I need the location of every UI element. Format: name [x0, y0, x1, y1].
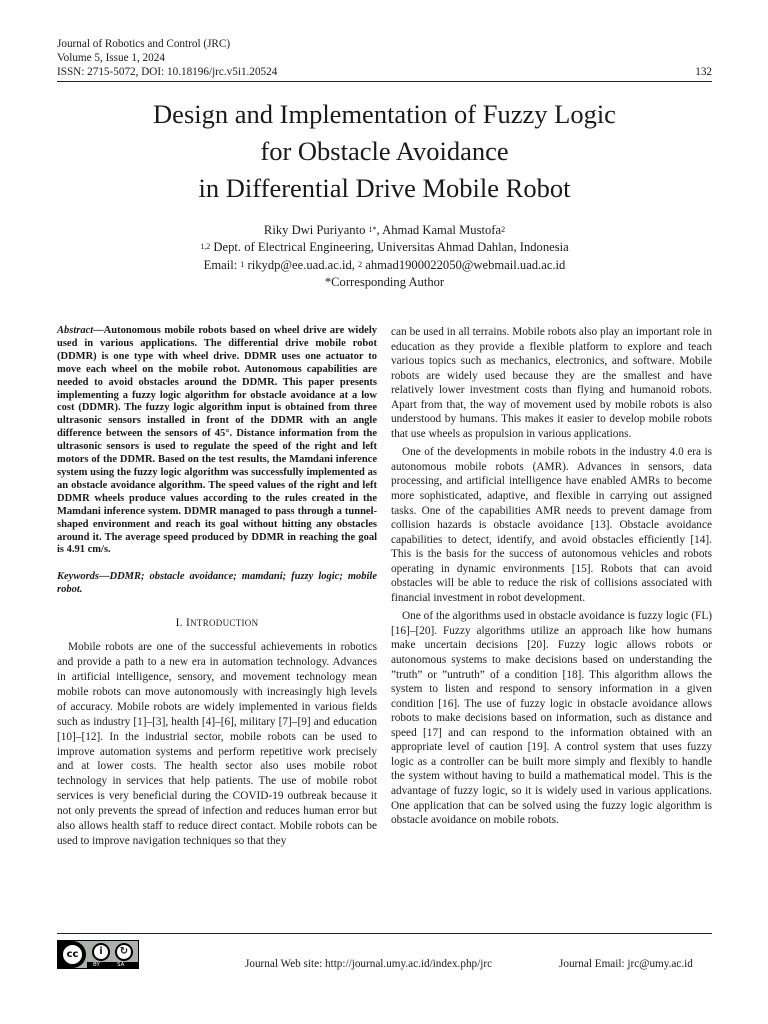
email-line — [57, 257, 712, 274]
right-column — [391, 325, 712, 832]
page-number: 132 — [695, 66, 712, 78]
running-header — [57, 37, 712, 80]
email-2-sup: 2 — [358, 259, 363, 269]
abstract-lead: Abstract — [57, 325, 94, 336]
title-line-1: Design and Implementation of Fuzzy Logic — [153, 99, 616, 129]
section-numeral: I. — [175, 617, 186, 630]
affiliation-line — [57, 239, 712, 256]
cc-by-sa-license-badge[interactable] — [57, 940, 139, 969]
corresponding-author-note: *Corresponding Author — [324, 275, 445, 290]
email-label: Email: — [203, 257, 241, 272]
title-line-2: for Obstacle Avoidance — [260, 136, 509, 166]
journal-issn-doi: ISSN: 2715-5072, DOI: 10.18196/jrc.v5i1.20524 — [57, 66, 278, 79]
body-paragraph-fuzzy-logic: One of the algorithms used in obstacle avoidance is fuzzy logic (FL) [16]–[20]. Fuzzy algorithms utilize an approach like how humans make uncertain decisions [20]. Fuzzy logic allows robots or autonomous systems to make decisions based on understanding the ”truth” or ”untruth” of a condition [18]. This algorithm allows the system to listen and respond to sensory information in a given condition [16]. The use of fuzzy logic in obstacle avoidance allows robots to make decisions based on information, such as distance and speed [17] and can respond to the information obtained with an appropriate level of caution [19]. A control system that uses fuzzy logic as a controller can be built more simply and flexibly to handle the system without having to build a mathematical model. This is the advantage of fuzzy logic, so it is widely used in various applications. One application that can be solved using the fuzzy logic algorithm is obstacle avoidance on mobile robots. — [391, 610, 712, 827]
email-1-sup: 1 — [240, 259, 245, 269]
title-line-3: in Differential Drive Mobile Robot — [198, 173, 571, 203]
footer-divider — [57, 933, 712, 934]
creative-commons-icon: cc — [61, 943, 84, 966]
abstract-text: —Autonomous mobile robots based on wheel drive are widely used in various applications. The differential drive mobile robot (DDMR) is one type with wheel drive. DDMR uses one actuator to move each wheel on the mobile robot. Autonomous capabilities are needed to avoid obstacles around the DDMR. This paper presents implementing a fuzzy logic algorithm for obstacle avoidance at a low cost (DDMR). The fuzzy logic algorithm input is obtained from three ultrasonic sensors installed in front of the DDMR with an angle difference between the sensors of 45°. Distance information from the ultrasonic sensors is used to regulate the speed of the right and left motors of the DDMR. Based on the test results, the Mamdani inference system using the fuzzy logic algorithm was successfully implemented as an obstacle avoidance algorithm. The speed values of the right and left DDMR wheels produce values according to the rules created in the Mamdani inference system. DDMR managed to pass through a tunnel-shaped environment and reach its goal without hitting any obstacles around it. The average speed produced by DDMR in reaching the goal is 4.91 cm/s. — [57, 325, 377, 556]
journal-website-link[interactable]: Journal Web site: http://journal.umy.ac.id/index.php/jrc — [245, 958, 493, 970]
paper-title — [57, 96, 712, 207]
abstract — [57, 325, 377, 557]
attribution-icon: i — [92, 943, 110, 961]
license-sa-label: SA — [117, 962, 125, 968]
body-paragraph-amr: One of the developments in mobile robots in the industry 4.0 era is autonomous mobile robots (AMR). Advances in sensors, data processing, and artificial intelligence have enabled AMRs to become more sophisticated, adaptive, and flexible in carrying out assigned tasks. One of the capabilities AMR needs to prevent damage from collision hazards is obstacle avoidance [13]. Obstacle avoidance capabilities to detect, identify, and avoid obstacles efficiently [14]. This is the basis for the success of autonomous vehicles and robots operating in dynamic environments [15]. Robots that can avoid obstacles will be able to reduce the risk of collisions associated with financial investment in robot development. — [391, 446, 712, 604]
journal-email-link[interactable]: Journal Email: jrc@umy.ac.id — [559, 958, 693, 970]
author-1: Riky Dwi Puriyanto — [263, 223, 366, 237]
author-2: Ahmad Kamal Mustofa — [382, 223, 502, 237]
affiliation-sup: 1,2 — [200, 242, 211, 252]
section-first-letter: I — [186, 617, 191, 630]
email-2-link[interactable]: ahmad1900022050@webmail.uad.ac.id — [365, 257, 566, 272]
license-strip — [87, 962, 139, 969]
share-alike-icon: ↻ — [115, 943, 133, 961]
license-by-label: BY — [93, 962, 100, 968]
keywords: Keywords—DDMR; obstacle avoidance; mamdani; fuzzy logic; mobile robot. — [57, 571, 377, 596]
author-separator: , — [376, 223, 383, 237]
author-block — [57, 222, 712, 292]
author-2-sup: 2 — [501, 225, 506, 234]
header-divider — [57, 81, 712, 82]
section-title-rest: NTRODUCTION — [190, 618, 259, 629]
journal-name: Journal of Robotics and Control (JRC) — [57, 38, 231, 50]
section-heading-introduction — [57, 617, 377, 630]
author-1-sup: 1* — [368, 225, 377, 234]
journal-volume: Volume 5, Issue 1, 2024 — [57, 52, 165, 65]
intro-paragraph-1: Mobile robots are one of the successful achievements in robotics and provide a path to a new era in automation technology. Advances in artificial intelligence, sensory, and movement technology mean mobile robots can move autonomously with increasingly high levels of accuracy. Mobile robots are widely implemented in various fields such as industry [1]–[3], health [4]–[6], military [7]–[9] and education [10]–[12]. In the industrial sector, mobile robots can be used to improve automation systems and perform repetitive work precisely and at lower costs. The health sector also uses mobile robot technology in services that help patients. The use of mobile robot services is very beneficial during the COVID-19 outbreak because it not only prevents the spread of infection and reduces human error but also allows health staff to reduce direct contact. Mobile robots can be used to improve navigation techniques so that they — [57, 641, 377, 847]
email-1-link[interactable]: rikydp@ee.uad.ac.id, — [247, 257, 359, 272]
body-paragraph-continued: can be used in all terrains. Mobile robots also play an important role in education as they provide a flexible platform to explore and teach various topics such as mechanics, electronics, and software. Mobile robots are widely used because they are the smallest and have relatively lower investment costs than flying and humanoid robots. Apart from that, the way of movement used by mobile robots is also understood by humans. This makes it easier to develop mobile robots that use wheels as propulsion in various applications. — [391, 326, 712, 440]
left-column — [57, 325, 377, 849]
author-line — [57, 222, 712, 239]
affiliation: Dept. of Electrical Engineering, Universitas Ahmad Dahlan, Indonesia — [213, 240, 569, 255]
